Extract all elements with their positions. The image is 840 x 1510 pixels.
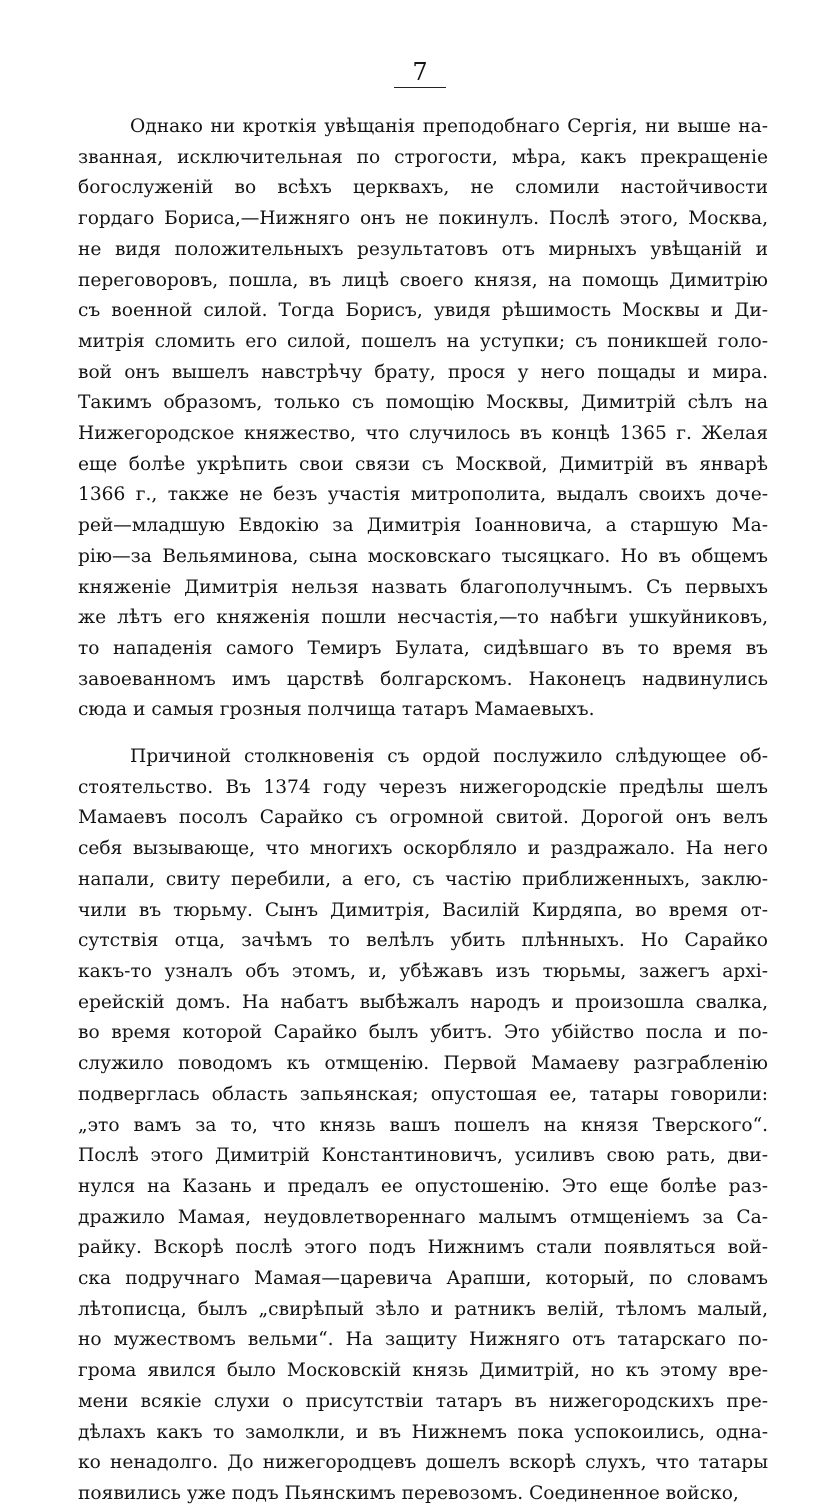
text-line: ерейскій домъ. На набатъ выбѣжалъ народъ и произошла свалка,: [78, 991, 768, 1013]
page-number-text: 7: [412, 58, 428, 86]
text-line: ска подручнаго Мамая—царевича Арапши, который, по словамъ: [78, 1268, 768, 1290]
text-line: лѣтописца, былъ „свирѣпый зѣло и ратникъ велій, тѣломъ малый,: [78, 1298, 768, 1320]
text-line: гордаго Бориса,—Нижняго онъ не покинулъ. Послѣ этого, Москва,: [78, 208, 768, 230]
text-line: дѣлахъ какъ то замолкли, и въ Нижнемъ пока успокоились, одна-: [78, 1421, 768, 1443]
text-line: вой онъ вышелъ навстрѣчу брату, прося у него пощады и мира.: [78, 361, 768, 383]
text-line: званная, исключительная по строгости, мѣра, какъ прекращеніе: [78, 146, 768, 168]
text-line: еще болѣе укрѣпить свои связи съ Москвой, Димитрій въ январѣ: [78, 453, 768, 475]
text-line: появились уже подъ Пьянскимъ перевозомъ. Соединенное войско,: [78, 1482, 739, 1504]
text-line: стоятельство. Въ 1374 году черезъ нижегородскіе предѣлы шелъ: [78, 776, 768, 798]
text-line: съ военной силой. Тогда Борисъ, увидя рѣшимость Москвы и Ди-: [78, 300, 768, 322]
text-line: нулся на Казань и предалъ ее опустошенію. Это еще болѣе раз-: [78, 1175, 768, 1197]
text-line: служило поводомъ къ отмщенію. Первой Мамаеву разграбленію: [78, 1053, 768, 1075]
text-line: подверглась область запьянская; опустошая ее, татары говорили:: [78, 1083, 768, 1105]
text-line: не видя положительныхъ результатовъ отъ мирныхъ увѣщаній и: [78, 238, 768, 260]
text-line: Такимъ образомъ, только съ помощію Москвы, Димитрій сѣлъ на: [78, 392, 768, 414]
body-text: [78, 112, 768, 1510]
text-line: райку. Вскорѣ послѣ этого подъ Нижнимъ стали появляться вой-: [78, 1237, 768, 1259]
text-line: переговоровъ, пошла, въ лицѣ своего князя, на помощь Димитрію: [78, 269, 768, 291]
text-line: сюда и самыя грозныя полчища татаръ Мамаевыхъ.: [78, 699, 595, 721]
text-line: сутствія отца, зачѣмъ то велѣлъ убить плѣнныхъ. Но Сарайко: [78, 930, 768, 952]
text-line: „это вамъ за то, что князь вашъ пошелъ на князя Тверского“.: [78, 1114, 768, 1136]
text-line: завоеванномъ имъ царствѣ болгарскомъ. Наконецъ надвинулись: [78, 668, 768, 690]
text-line: митрія сломить его силой, пошелъ на уступки; съ поникшей голо-: [78, 330, 768, 352]
text-line: во время которой Сарайко былъ убитъ. Это убійство посла и по-: [78, 1022, 768, 1044]
paragraph-2: [78, 742, 768, 1510]
text-line: же лѣтъ его княженія пошли несчастія,—то набѣги ушкуйниковъ,: [78, 607, 768, 629]
page-number-rule: [394, 87, 446, 88]
text-line: себя вызывающе, что многихъ оскорбляло и раздражало. На него: [78, 838, 768, 860]
text-line: Мамаевъ посолъ Сарайко съ огромной свитой. Дорогой онъ велъ: [78, 807, 768, 829]
text-line: богослуженій во всѣхъ церквахъ, не сломили настойчивости: [78, 177, 768, 199]
text-line: то нападенія самого Темиръ Булата, сидѣвшаго въ то время въ: [78, 637, 768, 659]
paragraph-gap: [78, 726, 768, 742]
text-line: дражило Мамая, неудовлетвореннаго малымъ отмщеніемъ за Са-: [78, 1206, 768, 1228]
text-line: Нижегородское княжество, что случилось въ концѣ 1365 г. Желая: [78, 423, 768, 445]
text-line: Послѣ этого Димитрій Константиновичъ, усиливъ свою рать, дви-: [78, 1145, 768, 1167]
text-line: Причиной столкновенія съ ордой послужило слѣдующее об-: [130, 746, 768, 768]
text-line: чили въ тюрьму. Сынъ Димитрія, Василій Кирдяпа, во время от-: [78, 899, 768, 921]
text-line: какъ-то узналъ объ этомъ, и, убѣжавъ изъ тюрьмы, зажегъ архі-: [78, 960, 768, 982]
text-line: рію—за Вельяминова, сына московскаго тысяцкаго. Но въ общемъ: [78, 545, 768, 567]
paragraph-1: [78, 112, 768, 726]
text-line: рей—младшую Евдокію за Димитрія Іоанновича, а старшую Ма-: [78, 515, 768, 537]
text-line: Однако ни кроткія увѣщанія преподобнаго Сергія, ни выше на-: [130, 116, 768, 137]
text-line: 1366 г., также не безъ участія митрополита, выдалъ своихъ доче-: [78, 484, 768, 506]
page-number: [0, 58, 840, 88]
text-line: княженіе Димитрія нельзя назвать благополучнымъ. Съ первыхъ: [78, 576, 768, 598]
text-line: мени всякіе слухи о присутствіи татаръ въ нижегородскихъ пре-: [78, 1390, 768, 1412]
text-line: напали, свиту перебили, а его, съ частію приближенныхъ, заклю-: [78, 868, 768, 890]
text-line: ко ненадолго. До нижегородцевъ дошелъ вскорѣ слухъ, что татары: [78, 1452, 768, 1474]
text-line: но мужествомъ вельми“. На защиту Нижняго отъ татарскаго по-: [78, 1329, 768, 1351]
text-line: грома явился было Московскій князь Димитрій, но къ этому вре-: [78, 1360, 768, 1382]
